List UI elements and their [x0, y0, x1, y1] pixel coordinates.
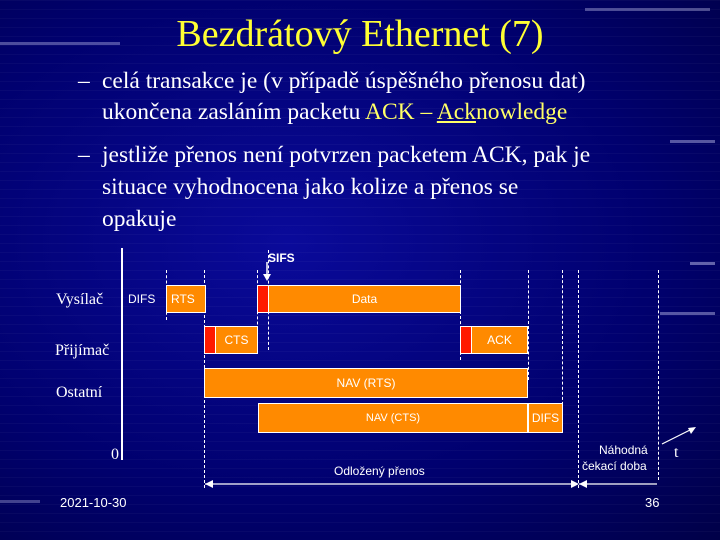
ack-underline: Ack	[436, 99, 476, 125]
marker-line	[658, 270, 659, 480]
bullet-1	[0, 66, 720, 128]
row-label-receiver: Přijímač	[55, 342, 110, 359]
decor-line	[0, 500, 40, 503]
bullet-2	[0, 140, 720, 236]
bullet-1-line-2	[102, 97, 702, 127]
bullet-1-line-1: celá transakce je (v případě úspěšného přenosu dat)	[102, 68, 586, 94]
deferred-label: Odložený přenos	[334, 464, 425, 478]
marker-line	[578, 270, 579, 488]
deferred-arrow-icon	[203, 477, 583, 491]
bullet-2-line-1: jestliže přenos není potvrzen packetem ACK, pak je	[102, 142, 591, 168]
decor-line	[690, 262, 715, 265]
marker-line	[528, 270, 529, 380]
sifs-label: SIFS	[268, 251, 295, 265]
ack-label: ACK	[487, 333, 512, 347]
time-axis-label: t	[674, 444, 679, 461]
random-wait-arrow-icon	[577, 477, 659, 491]
row-label-others: Ostatní	[56, 384, 103, 401]
bullet-dash: –	[78, 142, 90, 168]
ack-term: ACK	[364, 99, 415, 125]
bullet-2-line-2: situace vyhodnocena jako kolize a přenos se	[102, 174, 519, 200]
dash: –	[414, 99, 437, 125]
footer-date: 2021-10-30	[60, 495, 127, 510]
cts-bar	[215, 326, 258, 354]
nav-rts-bar	[204, 368, 528, 398]
random-wait-label-1: Náhodná	[599, 443, 648, 457]
sifs-arrow-icon	[259, 262, 275, 282]
nav-cts-bar	[258, 403, 528, 433]
nav-cts-label: NAV (CTS)	[365, 412, 421, 424]
random-wait-label-2: čekací doba	[582, 459, 647, 473]
rts-label: RTS	[171, 292, 195, 306]
bullet-dash: –	[78, 68, 90, 94]
rts-bar	[166, 285, 206, 313]
timeline-axis	[121, 248, 123, 460]
ack-rest: nowledge	[475, 99, 568, 125]
slide-title: Bezdrátový Ethernet (7)	[176, 13, 544, 55]
data-bar	[268, 285, 461, 313]
ack-bar	[471, 326, 528, 354]
nav-rts-label: NAV (RTS)	[336, 376, 396, 390]
marker-line	[562, 270, 563, 410]
cts-label: CTS	[224, 333, 249, 347]
page-number: 36	[645, 495, 660, 510]
bullet-2-line-3: opakuje	[102, 206, 177, 232]
data-label: Data	[351, 292, 378, 306]
difs2-bar	[528, 403, 563, 433]
difs2-label: DIFS	[531, 411, 560, 425]
row-label-sender: Vysílač	[56, 291, 104, 308]
decor-line	[585, 8, 710, 11]
difs-label: DIFS	[128, 292, 156, 306]
time-axis-arrow-icon	[660, 424, 700, 448]
bullet-1-text: ukončena zasláním packetu	[102, 99, 365, 125]
time-zero-label: 0	[111, 446, 119, 463]
decor-line	[660, 312, 715, 315]
